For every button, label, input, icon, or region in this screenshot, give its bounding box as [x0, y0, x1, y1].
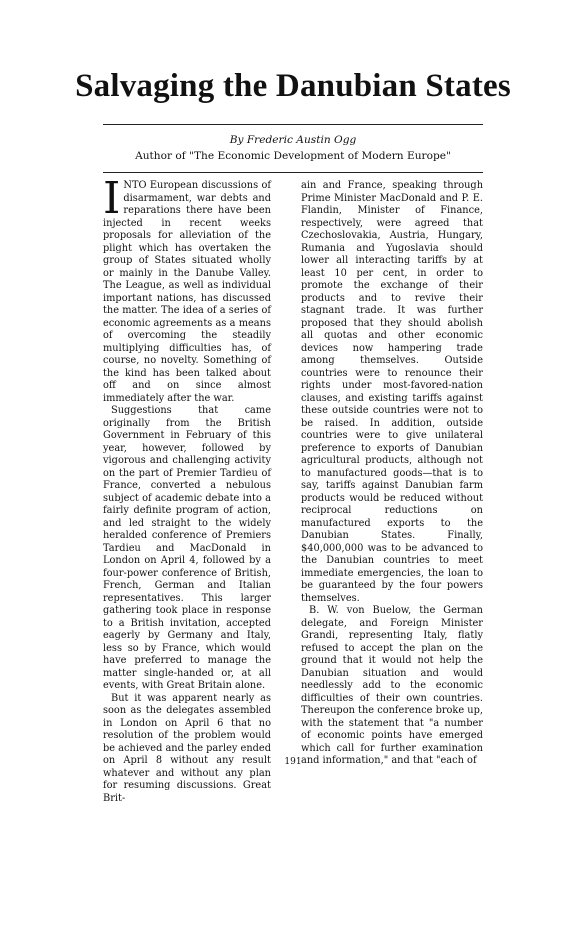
author-note: Author of "The Economic Development of Modern Europe"	[135, 150, 451, 162]
column-right	[301, 180, 483, 768]
page-number: 191	[284, 757, 302, 767]
paragraph: Suggestions that came originally from the British Government in February of this year, however, followed by vigorous and challenging activity on the part of Premier Tardieu of France, converted a nebulous subject of academic debate into a fairly definite program of action, and led straight to the widely heralded conference of Premiers Tardieu and MacDonald in London on April 4, followed by a four-power conference of British, French, German and Italian representatives. This larger gathering took place in response to a British invitation, accepted eagerly by Germany and Italy, less so by France, which would have preferred to manage the matter single-handed or, at all events, with Great Britain alone.	[103, 405, 271, 691]
paragraph: But it was apparent nearly as soon as the delegates assembled in London on April 6 that no resolution of the problem would be achieved and the parley ended on April 8 without any result whatever and without any plan for resuming discussions. Great Brit-	[103, 692, 271, 804]
column-left	[103, 173, 271, 805]
byline: By Frederic Austin Ogg	[229, 134, 357, 146]
paragraph	[103, 173, 271, 405]
paragraph-text: NTO European discussions of disarmament, war debts and reparations there have been injected in recent weeks proposals for alleviation of the plight which has overtaken the group of States situated wholly or mainly in the Danube Valley. The League, as well as individual important nations, has discussed the matter. The idea of a series of economic agreements as a means of overcoming the steadily multiplying difficulties has, of course, no novelty. Something of the kind has been talked about off and on since almost immediately after the war.	[103, 180, 271, 404]
paragraph: B. W. von Buelow, the German delegate, and Foreign Minister Grandi, representing Italy, flatly refused to accept the plan on the ground that it would not help the Danubian situation and would needlessly add to the economic difficulties of their own countries. Thereupon the conference broke up, with the statement that "a number of economic points have emerged which call for further examination and information," and that "each of	[301, 605, 483, 766]
title-rule	[103, 124, 483, 125]
article-title: Salvaging the Danubian States	[75, 68, 511, 104]
byline-rule	[103, 172, 483, 173]
drop-cap: I	[103, 173, 121, 224]
paragraph: ain and France, speaking through Prime Minister MacDonald and P. E. Flandin, Minister of Finance, respectively, were agreed that Czechoslovakia, Austria, Hungary, Rumania and Yugoslavia should lower all interacting tariffs by at least 10 per cent, in order to promote the exchange of their products and to revive their stagnant trade. It was further proposed that they should abolish all quotas and other economic devices now hampering trade among themselves. Outside countries were to renounce their rights under most-favored-nation clauses, and existing tariffs against these outside countries were not to be raised. In addition, outside countries were to give unilateral preference to exports of Danubian agricultural products, although not to manufactured goods—that is to say, tariffs against Danubian farm products would be reduced without reciprocal reductions on manufactured exports to the Danubian States. Finally, $40,000,000 was to be advanced to the Danubian countries to meet immediate emergencies, the loan to be guaranteed by the four powers themselves.	[301, 180, 483, 604]
